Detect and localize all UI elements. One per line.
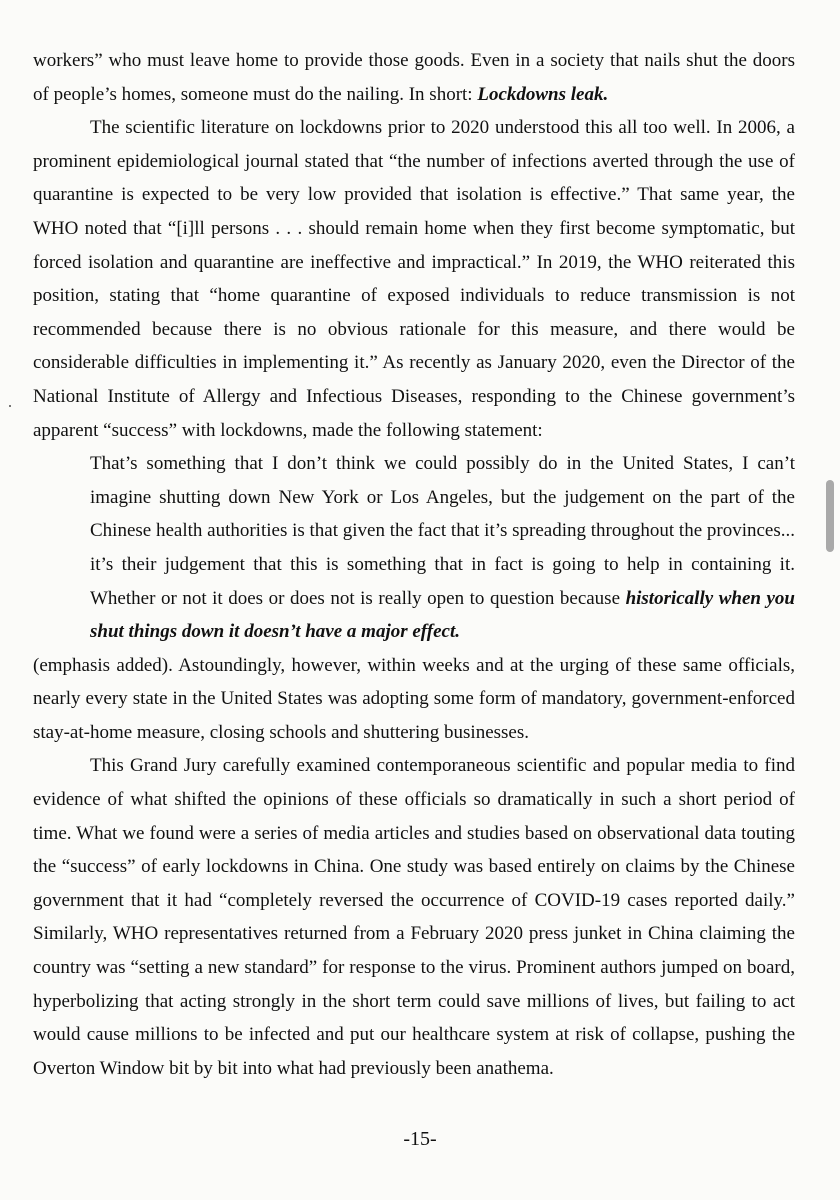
paragraph-scientific-literature: The scientific literature on lockdowns prior to 2020 understood this all too well. In 2006, a prominent epidemiological journal stated that “the number of infections averted through the use of quarantine is expected to be very low provided that isolation is effective.” That same year, the WHO noted that “[i]ll persons . . . should remain home when they first become symptomatic, but forced isolation and quarantine are ineffective and impractical.” In 2019, the WHO reiterated this position, stating that “home quarantine of exposed individuals to reduce transmission is not recommended because there is no obvious rationale for this measure, and there would be considerable difficulties in implementing it.” As recently as January 2020, even the Director of the National Institute of Allergy and Infectious Diseases, responding to the Chinese government’s apparent “success” with lockdowns, made the following statement: xyxy=(33,117,795,441)
paragraph-lockdowns-leak xyxy=(33,44,795,111)
emphasis-text: Lockdowns leak xyxy=(477,83,604,105)
paragraph-text: workers” who must leave home to provide those goods. Even in a society that nails shut the doors of people’s homes, someone must do the nailing. In short: xyxy=(33,50,795,105)
block-quote xyxy=(90,447,795,649)
document-body xyxy=(33,44,795,1085)
quote-end: . xyxy=(455,621,461,643)
scan-speck xyxy=(9,405,11,407)
emphasis-period: . xyxy=(603,83,609,105)
paragraph-emphasis-added: (emphasis added). Astoundingly, however, within weeks and at the urging of these same officials, nearly every state in the United States was adopting some form of mandatory, government-enforced stay-at-home measure, closing schools and shuttering businesses. xyxy=(33,654,795,743)
paragraph-grand-jury: This Grand Jury carefully examined contemporaneous scientific and popular media to find evidence of what shifted the opinions of these officials so dramatically in such a short period of time. What we found were a series of media articles and studies based on observational data touting the “success” of early lockdowns in China. One study was based entirely on claims by the Chinese government that it had “completely reversed the occurrence of COVID-19 cases reported daily.” Similarly, WHO representatives returned from a February 2020 press junket in China claiming the country was “setting a new standard” for response to the virus. Prominent authors jumped on board, hyperbolizing that acting strongly in the short term could save millions of lives, but failing to act would cause millions to be infected and put our healthcare system at risk of collapse, pushing the Overton Window bit by bit into what had previously been anathema. xyxy=(33,755,795,1079)
page-number: -15- xyxy=(403,1128,437,1150)
quote-emphasis: historically when you shut things down it doesn’t have a major effect xyxy=(90,587,795,643)
scrollbar-thumb[interactable] xyxy=(826,480,834,552)
quote-text: That’s something that I don’t think we could possibly do in the United States, I can’t imagine shutting down New York or Los Angeles, but the judgement on the part of the Chinese health authorities is that given the fact that it’s spreading throughout the provinces... it’s their judgement that this is something that in fact is going to help in containing it. Whether or not it does or does not is really open to question because xyxy=(90,453,795,609)
